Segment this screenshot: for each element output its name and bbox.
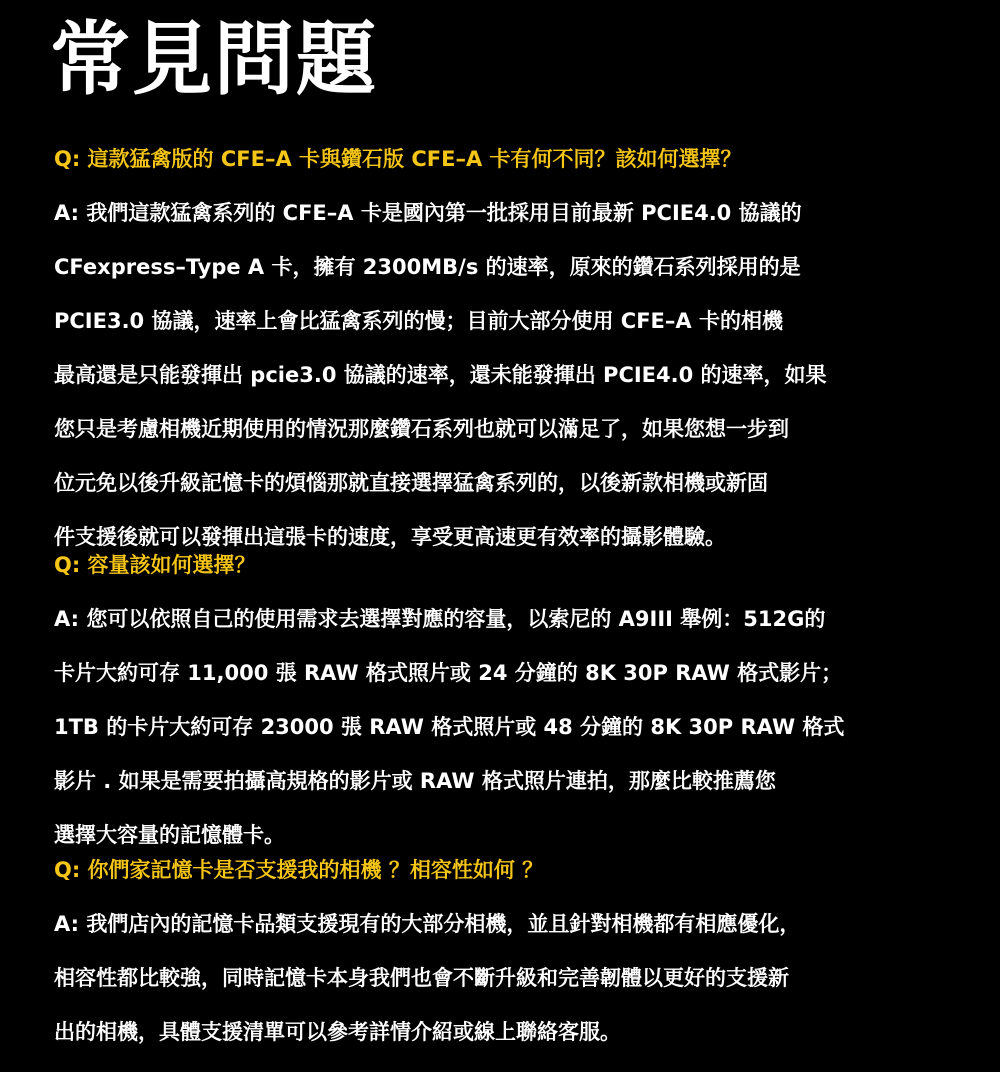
answer-line: 位元免以後升級記憶卡的煩惱那就直接選擇猛禽系列的，以後新款相機或新固 [54,471,768,495]
faq-item [54,856,954,1044]
answer-line: PCIE3.0 協議，速率上會比猛禽系列的慢；目前大部分使用 CFE–A 卡的相機 [54,309,783,333]
answer-line: A: 您可以依照自己的使用需求去選擇對應的容量，以索尼的 A9III 舉例：512G的 [54,607,826,631]
answer-line: 出的相機，具體支援清單可以參考詳情介紹或線上聯絡客服。 [54,1020,621,1044]
faq-question: Q: 你們家記憶卡是否支援我的相機 ？相容性如何 ？ [54,858,544,882]
faq-question: Q: 容量該如何選擇？ [54,553,256,577]
answer-line: CFexpress–Type A 卡，擁有 2300MB/s 的速率，原來的鑽石系列採用的是 [54,255,801,279]
answer-line: 卡片大約可存 11,000 張 RAW 格式照片或 24 分鐘的 8K 30P RAW 格式影片； [54,661,843,685]
faq-answer [54,910,800,1072]
faq-answer [54,199,827,577]
faq-item [54,551,954,847]
answer-line: 件支援後就可以發揮出這張卡的速度，享受更高速更有效率的攝影體驗。 [54,525,726,549]
answer-line: 1TB 的卡片大約可存 23000 張 RAW 格式照片或 48 分鐘的 8K 30P RAW 格式 [54,715,845,739]
answer-line: 選擇大容量的記憶體卡。 [54,823,285,847]
faq-question: Q: 這款猛禽版的 CFE–A 卡與鑽石版 CFE–A 卡有何不同？該如何選擇？ [54,147,742,171]
answer-line: 相容性都比較強，同時記憶卡本身我們也會不斷升級和完善韌體以更好的支援新 [54,966,789,990]
faq-answer [54,605,844,875]
answer-line: A: 我們店內的記憶卡品類支援現有的大部分相機，並且針對相機都有相應優化， [54,912,801,936]
faq-item [54,145,954,549]
answer-line: A: 我們這款猛禽系列的 CFE–A 卡是國內第一批採用目前最新 PCIE4.0 協議的 [54,201,802,225]
answer-line: 影片 . 如果是需要拍攝高規格的影片或 RAW 格式照片連拍，那麼比較推薦您 [54,769,776,793]
answer-line: 您只是考慮相機近期使用的情況那麼鑽石系列也就可以滿足了，如果您想一步到 [54,417,789,441]
answer-line: 最高還是只能發揮出 pcie3.0 協議的速率，還未能發揮出 PCIE4.0 的速率，如果 [54,363,827,387]
page-title: 常見問題 [50,13,378,106]
